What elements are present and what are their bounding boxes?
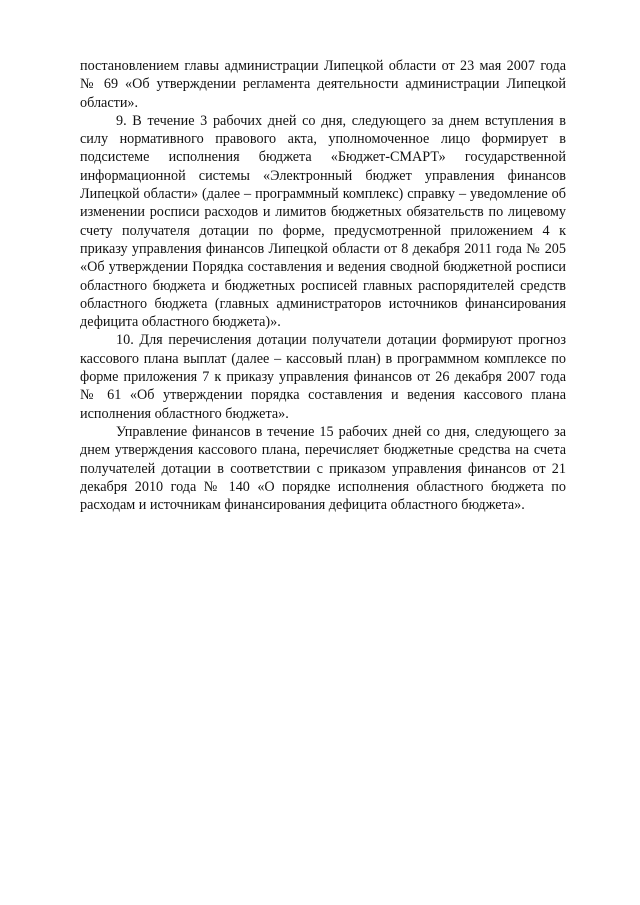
paragraph-funds-transfer: Управление финансов в течение 15 рабочих дней со дня, следующего за днем утверждения кассового плана, перечисляет бюджетные средства на счета получателей дотации в соответствии с приказом управления финансов от 21 декабря 2010 года № 140 «О порядке исполнения областного бюджета по расходам и источникам финансирования дефицита областного бюджета». — [80, 423, 566, 514]
document-body — [80, 57, 566, 514]
paragraph-regulation-reference: постановлением главы администрации Липецкой области от 23 мая 2007 года № 69 «Об утверждении регламента деятельности администрации Липецкой области». — [80, 58, 566, 111]
paragraph-item-10: 10. Для перечисления дотации получатели дотации формируют прогноз кассового плана выплат (далее – кассовый план) в программном комплексе по форме приложения 7 к приказу управления финансов от 26 декабря 2007 года № 61 «Об утверждении порядка составления и ведения кассового плана исполнения областного бюджета». — [80, 332, 566, 422]
paragraph-item-9: 9. В течение 3 рабочих дней со дня, следующего за днем вступления в силу нормативного правового акта, уполномоченное лицо формирует в подсистеме исполнения бюджета «Бюджет-СМАРТ» государственной информационной системы «Электронный бюджет управления финансов Липецкой области» (далее – программный комплекс) справку – уведомление об изменении росписи расходов и лимитов бюджетных обязательств по лицевому счету получателя дотации по форме, предусмотренной приложением 4 к приказу управления финансов Липецкой области от 8 декабря 2011 года № 205 «Об утверждении Порядка составления и ведения сводной бюджетной росписи областного бюджета и бюджетных росписей главных распорядителей средств областного бюджета (главных администраторов источников финансирования дефицита областного бюджета)». — [80, 112, 566, 331]
